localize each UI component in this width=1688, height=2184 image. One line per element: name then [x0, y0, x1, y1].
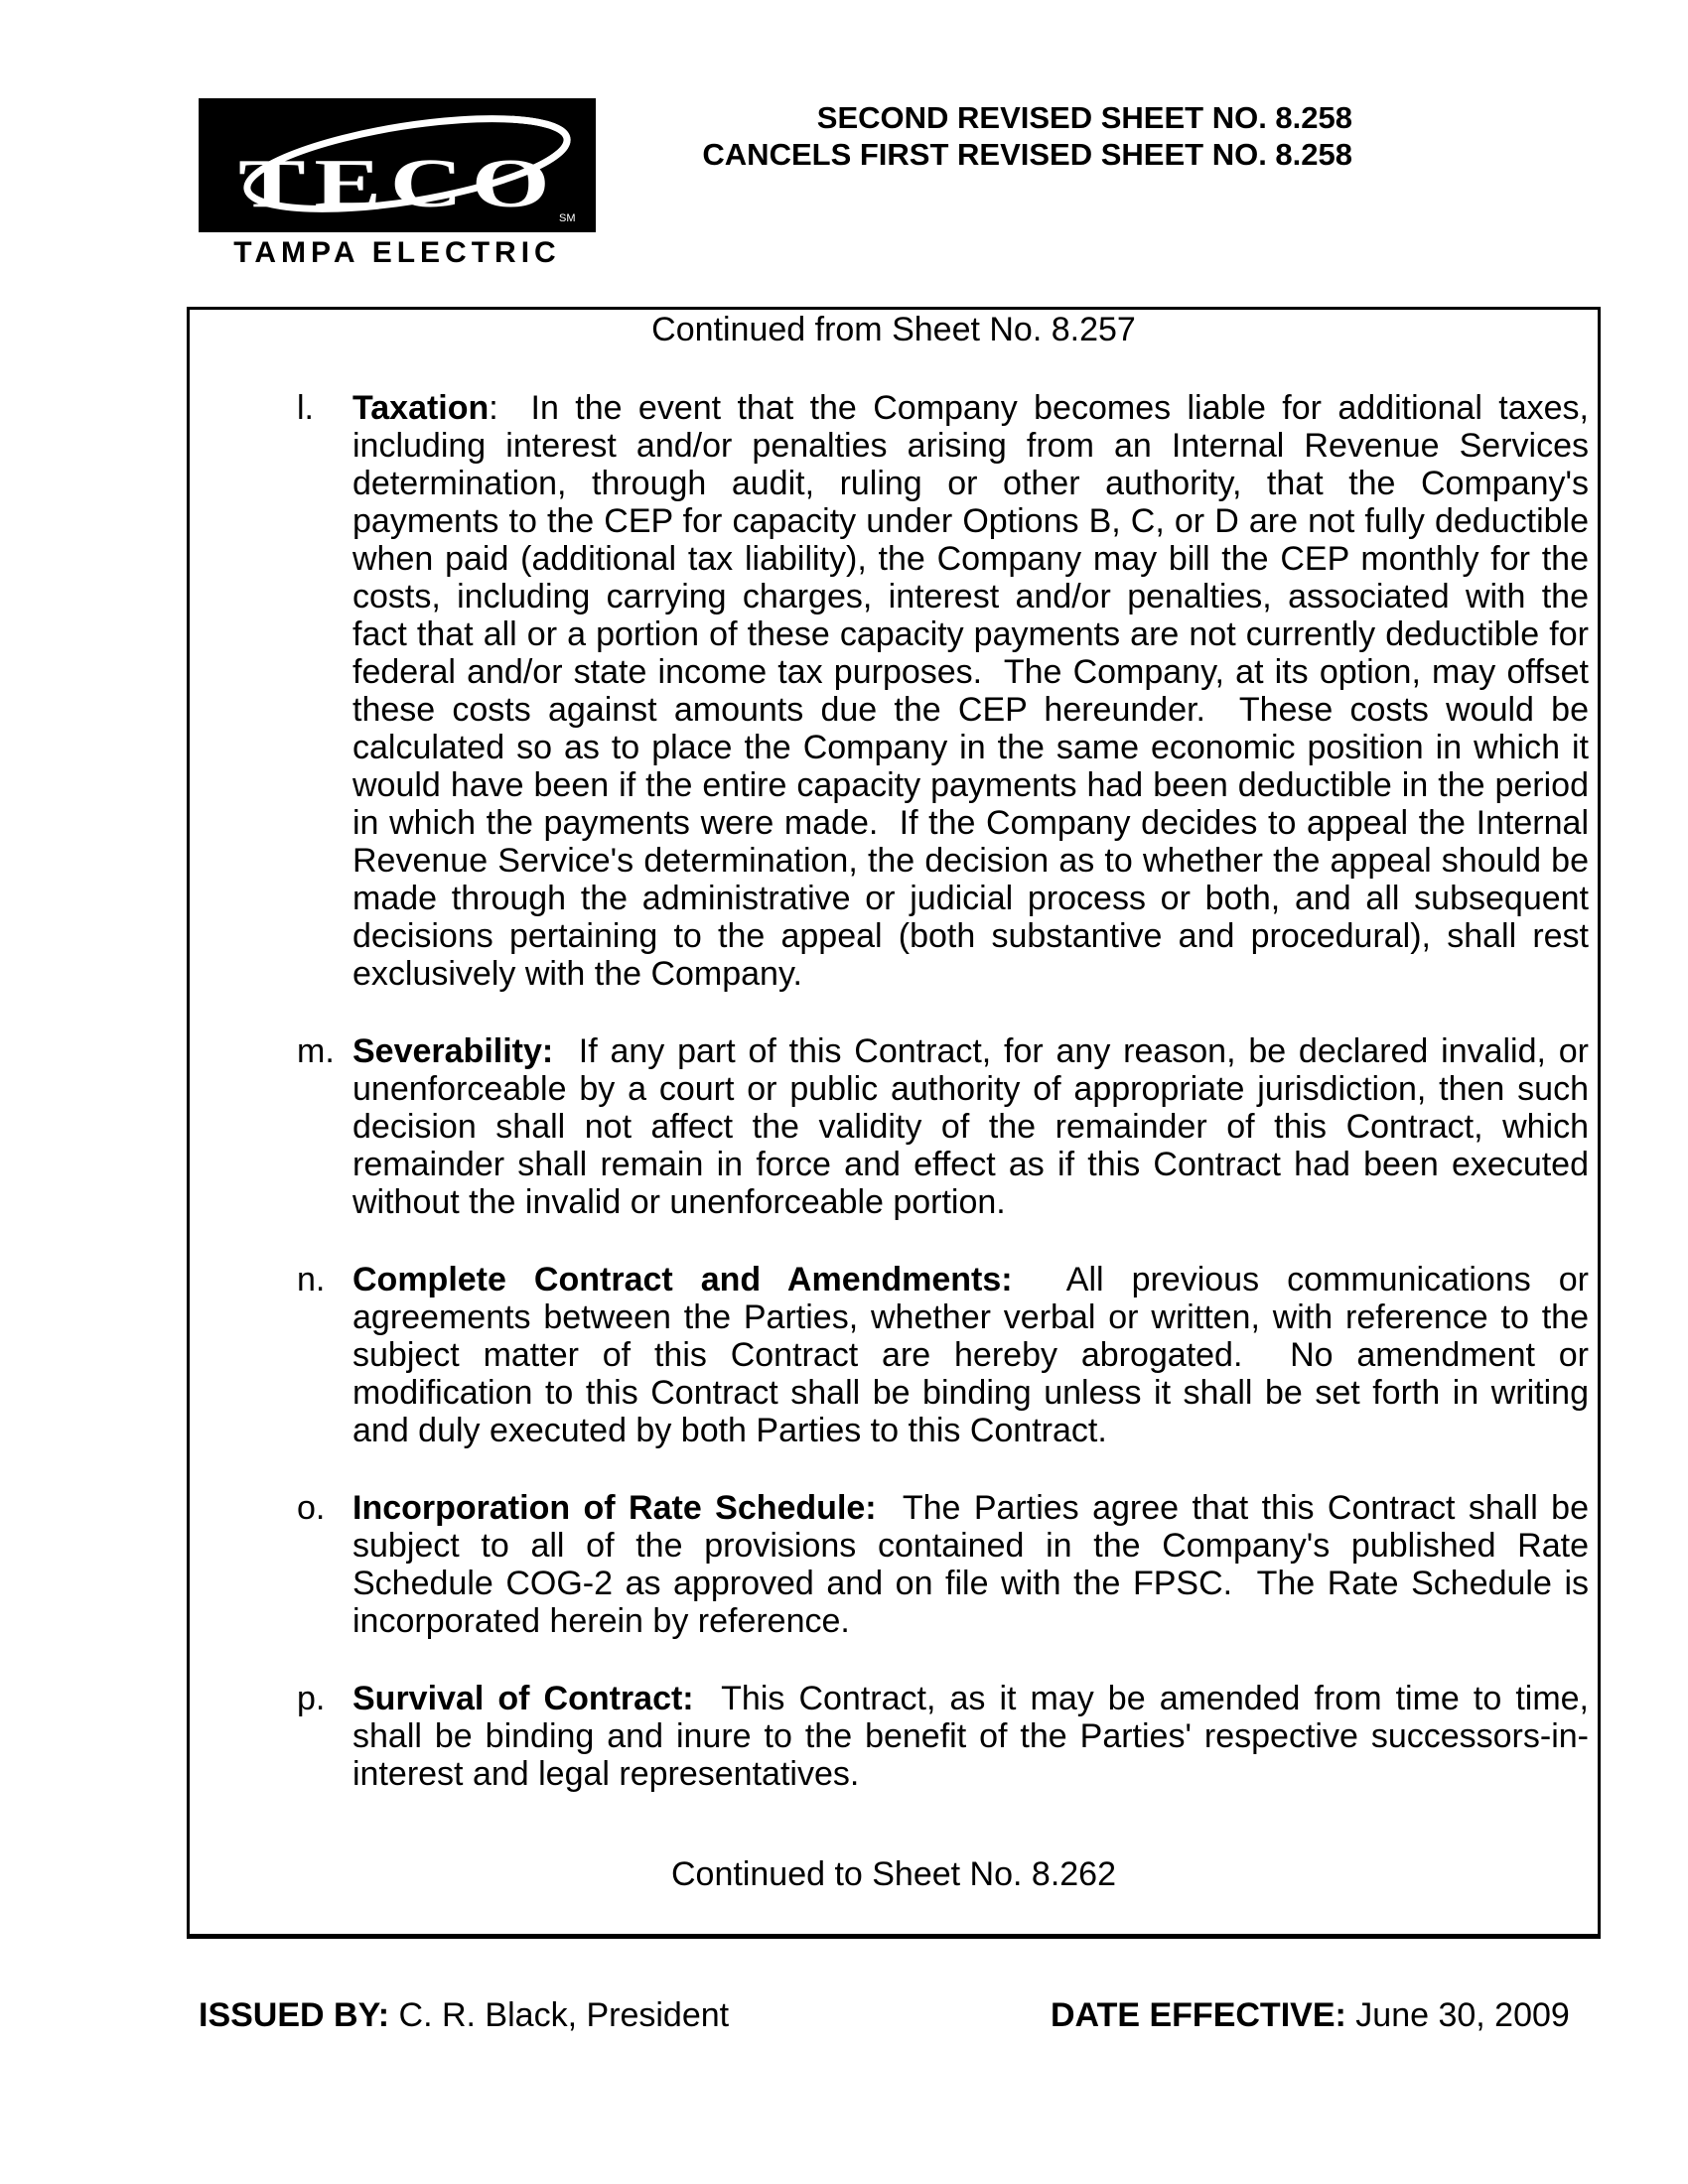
clause-heading-colon: : [489, 389, 498, 427]
clause-l-taxation [297, 389, 1589, 993]
clause-heading: Incorporation of Rate Schedule: [352, 1489, 877, 1527]
cancels-sheet-line: CANCELS FIRST REVISED SHEET NO. 8.258 [702, 137, 1352, 172]
date-effective-label: DATE EFFECTIVE: [1051, 1996, 1346, 2034]
clause-body-text: If any part of this Contract, for any reason, be declared invalid, or unenforceable by a court or public authority of appropriate jurisdiction, then such decision shall not affect the validity of the remainder of this Contract, which remainder shall remain in force and effect as if this Contract had been executed without the invalid or unenforceable portion. [352, 1032, 1589, 1221]
clause-p-survival-of-contract [297, 1680, 1590, 1793]
clause-letter: p. [297, 1680, 326, 1717]
clause-letter: n. [297, 1261, 326, 1298]
logo-sm-mark: SM [559, 212, 576, 224]
clause-o-incorporation-rate-schedule [297, 1489, 1589, 1640]
clause-heading: Survival of Contract: [352, 1680, 694, 1717]
continued-from-note: Continued from Sheet No. 8.257 [651, 311, 1136, 348]
clause-heading: Complete Contract and Amendments: [352, 1261, 1013, 1298]
continued-to-note: Continued to Sheet No. 8.262 [671, 1855, 1116, 1893]
teco-logo [199, 98, 596, 232]
clause-n-complete-contract [297, 1261, 1589, 1449]
clause-heading: Severability: [352, 1032, 554, 1070]
date-effective-value: June 30, 2009 [1355, 1996, 1570, 2034]
logo-subtitle: TAMPA ELECTRIC [233, 236, 561, 269]
clause-body-text: All previous communications or agreements between the Parties, whether verbal or written, with reference to the subject matter of this Contract are hereby abrogated. No amendment or modification to this Contract shall be binding unless it shall be set forth in writing and duly executed by both Parties to this Contract. [352, 1261, 1589, 1449]
issued-by-value: C. R. Black, President [398, 1996, 730, 2034]
clause-m-severability [297, 1032, 1589, 1221]
date-effective-line [1051, 1996, 1570, 2035]
issued-by-line [199, 1996, 729, 2035]
teco-logo-art [199, 98, 596, 232]
clause-letter: o. [297, 1489, 326, 1527]
clause-heading: Taxation [352, 389, 490, 427]
clause-letter: l. [297, 389, 314, 427]
logo-wordmark-glyphs: TECO [238, 144, 559, 222]
sheet-number-line: SECOND REVISED SHEET NO. 8.258 [816, 100, 1352, 135]
issued-by-label: ISSUED BY: [199, 1996, 390, 2034]
clause-body-text: This Contract, as it may be amended from time to time, shall be binding and inure to the benefit of the Parties' respective successors-in-interest and legal representatives. [352, 1680, 1590, 1793]
clause-body-text: The Parties agree that this Contract shall be subject to all of the provisions contained in the Company's published Rate Schedule COG-2 as approved and on file with the FPSC. The Rate Schedule is incorporated herein by reference. [352, 1489, 1589, 1640]
clause-letter: m. [297, 1032, 335, 1070]
contract-clauses [297, 389, 1590, 1833]
clause-body-text: In the event that the Company becomes liable for additional taxes, including interest and/or penalties arising from an Internal Revenue Services determination, through audit, ruling or other authority, that the Company's payments to the CEP for capacity under Options B, C, or D are not fully deductible when paid (additional tax liability), the Company may bill the CEP monthly for the costs, including carrying charges, interest and/or penalties, associated with the fact that all or a portion of these capacity payments are not currently deductible for federal and/or state income tax purposes. The Company, at its option, may offset these costs against amounts due the CEP hereunder. These costs would be calculated so as to place the Company in the same economic position in which it would have been if the entire capacity payments had been deductible in the period in which the payments were made. If the Company decides to appeal the Internal Revenue Service's determination, the decision as to whether the appeal should be made through the administrative or judicial process or both, and all subsequent decisions pertaining to the appeal (both substantive and procedural), shall rest exclusively with the Company. [352, 389, 1589, 993]
sheet-revision-header [657, 99, 1352, 173]
